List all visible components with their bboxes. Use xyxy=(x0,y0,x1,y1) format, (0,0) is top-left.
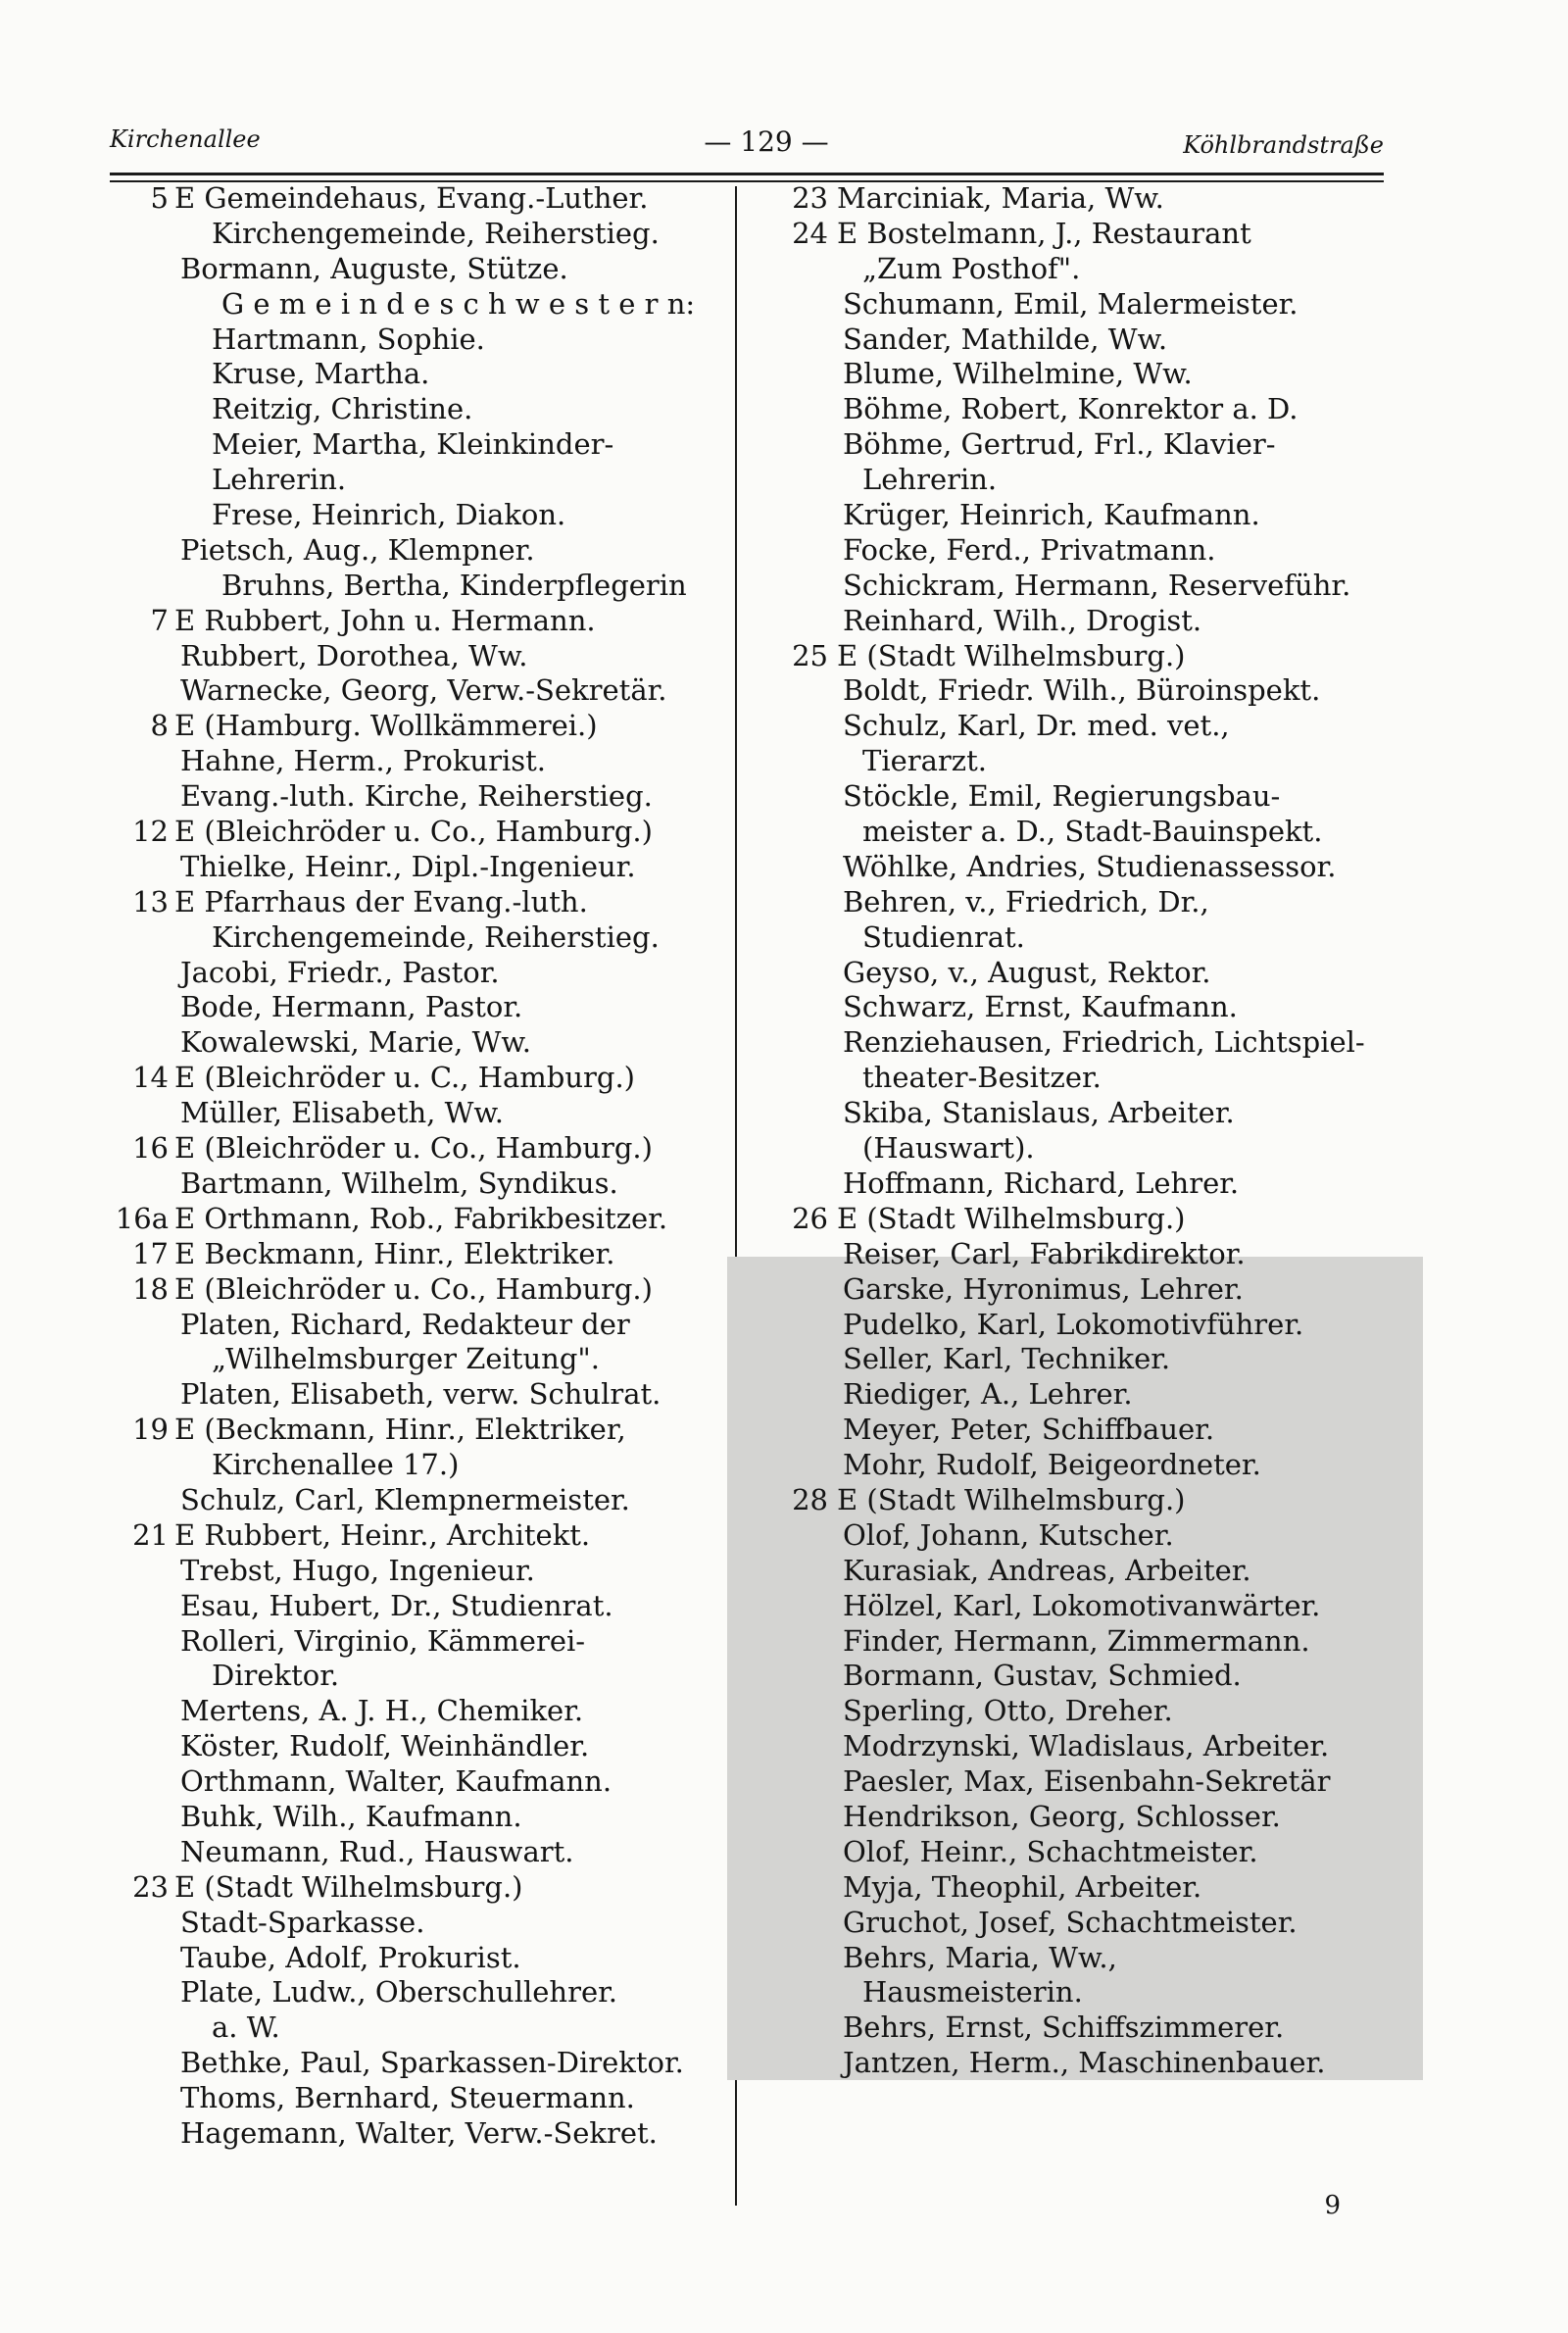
directory-entry xyxy=(774,357,1382,392)
directory-entry xyxy=(774,1377,1382,1413)
running-head-left: Kirchenallee xyxy=(110,125,261,153)
entry-text: E (Bleichröder u. Co., Hamburg.) xyxy=(174,1131,653,1166)
directory-entry xyxy=(774,1589,1382,1624)
directory-entry xyxy=(774,287,1382,323)
entry-text: Plate, Ludw., Oberschullehrer. xyxy=(180,1975,618,2010)
directory-entry xyxy=(774,498,1382,533)
entry-text: Buhk, Wilh., Kaufmann. xyxy=(180,1799,522,1833)
directory-entry xyxy=(110,1975,717,2010)
directory-entry xyxy=(110,1131,717,1166)
directory-entry xyxy=(774,920,1382,956)
directory-entry xyxy=(110,604,717,639)
directory-entry xyxy=(110,2081,717,2116)
directory-entry xyxy=(774,1764,1382,1800)
house-number: 14 xyxy=(132,1061,169,1095)
entry-text: Trebst, Hugo, Ingenieur. xyxy=(180,1553,535,1587)
directory-entry xyxy=(110,1377,717,1413)
entry-text: Reitzig, Christine. xyxy=(212,392,473,426)
entry-text: Schumann, Emil, Malermeister. xyxy=(843,286,1298,321)
directory-entry xyxy=(110,1659,717,1694)
entry-text: Köster, Rudolf, Weinhändler. xyxy=(180,1729,590,1763)
entry-text: E Orthmann, Rob., Fabrikbesitzer. xyxy=(174,1201,668,1235)
entry-text: Hartmann, Sophie. xyxy=(212,322,485,356)
directory-entry xyxy=(110,1518,717,1554)
directory-entry xyxy=(110,323,717,358)
entry-text: Bethke, Paul, Sparkassen-Direktor. xyxy=(180,2046,684,2080)
entry-text: E (Bleichröder u. C., Hamburg.) xyxy=(174,1061,635,1095)
directory-entry xyxy=(110,1166,717,1202)
directory-entry xyxy=(774,252,1382,287)
directory-entry xyxy=(110,533,717,569)
header-rule-top xyxy=(110,173,1384,175)
entry-text: E (Hamburg. Wollkämmerei.) xyxy=(174,709,598,743)
directory-entry xyxy=(774,1483,1382,1518)
entry-text: Boldt, Friedr. Wilh., Büroinspekt. xyxy=(843,673,1321,708)
entry-text: Behrs, Ernst, Schiffszimmerer. xyxy=(843,2010,1285,2045)
directory-entry xyxy=(774,639,1382,674)
house-number: 17 xyxy=(132,1236,169,1270)
entry-text: Modrzynski, Wladislaus, Arbeiter. xyxy=(843,1729,1330,1763)
directory-entry xyxy=(774,815,1382,850)
house-number: 28 xyxy=(792,1482,828,1516)
entry-text: Seller, Karl, Techniker. xyxy=(843,1342,1171,1376)
house-number: 25 xyxy=(792,638,828,672)
entry-text: Tierarzt. xyxy=(862,744,987,778)
page-number: — 129 — xyxy=(704,125,829,158)
directory-entry xyxy=(110,815,717,850)
directory-entry xyxy=(774,1448,1382,1483)
house-number: 16 xyxy=(132,1131,169,1166)
entry-text: Wöhlke, Andries, Studienassessor. xyxy=(843,849,1337,883)
entry-text: Hausmeisterin. xyxy=(862,1975,1083,2010)
directory-entry xyxy=(774,1131,1382,1166)
entry-text: Stöckle, Emil, Regierungsbau- xyxy=(843,779,1281,814)
directory-entry xyxy=(774,1554,1382,1589)
entry-text: Schickram, Hermann, Reserveführ. xyxy=(843,568,1351,602)
entry-text: Kurasiak, Andreas, Arbeiter. xyxy=(843,1553,1251,1587)
directory-entry xyxy=(110,357,717,392)
running-head-right: Köhlbrandstraße xyxy=(1183,131,1384,159)
entry-text: Kirchengemeinde, Reiherstieg. xyxy=(212,919,660,954)
entry-text: Warnecke, Georg, Verw.-Sekretär. xyxy=(180,673,667,708)
directory-entry xyxy=(110,1448,717,1483)
left-column xyxy=(110,181,717,2152)
house-number: 18 xyxy=(132,1271,169,1306)
entry-text: Meier, Martha, Kleinkinder- xyxy=(212,427,614,462)
entry-text: Schulz, Karl, Dr. med. vet., xyxy=(843,709,1230,743)
entry-text: E (Beckmann, Hinr., Elektriker, xyxy=(174,1413,626,1447)
directory-entry xyxy=(774,604,1382,639)
directory-entry xyxy=(110,287,717,323)
directory-entry xyxy=(110,1202,717,1237)
entry-text: E (Bleichröder u. Co., Hamburg.) xyxy=(174,815,653,849)
directory-entry xyxy=(774,1659,1382,1694)
house-number: 16a xyxy=(115,1201,169,1235)
directory-entry xyxy=(110,1413,717,1448)
entry-text: Focke, Ferd., Privatmann. xyxy=(843,532,1216,567)
directory-entry xyxy=(110,2046,717,2081)
entry-text: Jantzen, Herm., Maschinenbauer. xyxy=(843,2046,1326,2080)
entry-text: E (Stadt Wilhelmsburg.) xyxy=(837,638,1186,672)
page-header xyxy=(110,125,1384,165)
entry-text: Thielke, Heinr., Dipl.-Ingenieur. xyxy=(180,849,636,883)
entry-text: Geyso, v., August, Rektor. xyxy=(843,955,1211,989)
house-number: 13 xyxy=(132,884,169,918)
directory-entry xyxy=(774,1342,1382,1377)
entry-text: Reiser, Carl, Fabrikdirektor. xyxy=(843,1236,1246,1270)
directory-entry xyxy=(110,1096,717,1131)
directory-entry xyxy=(110,463,717,498)
entry-text: Bode, Hermann, Pastor. xyxy=(180,990,523,1024)
entry-text: Reinhard, Wilh., Drogist. xyxy=(843,603,1202,637)
entry-text: E (Stadt Wilhelmsburg.) xyxy=(837,1201,1186,1235)
directory-entry xyxy=(774,1906,1382,1941)
directory-entry xyxy=(110,920,717,956)
house-number: 23 xyxy=(132,1869,169,1904)
entry-text: Platen, Elisabeth, verw. Schulrat. xyxy=(180,1377,662,1412)
directory-entry xyxy=(110,1308,717,1343)
directory-entry xyxy=(110,956,717,991)
entry-text: meister a. D., Stadt-Bauinspekt. xyxy=(862,815,1323,849)
directory-entry xyxy=(774,1272,1382,1308)
entry-text: Mohr, Rudolf, Beigeordneter. xyxy=(843,1448,1261,1482)
directory-entry xyxy=(774,850,1382,885)
entry-text: E Gemeindehaus, Evang.-Luther. xyxy=(174,181,649,215)
entry-text: (Hauswart). xyxy=(862,1131,1035,1166)
entry-text: Finder, Hermann, Zimmermann. xyxy=(843,1623,1310,1658)
directory-entry xyxy=(110,1272,717,1308)
directory-entry xyxy=(774,1237,1382,1272)
directory-entry xyxy=(110,1906,717,1941)
entry-text: Renziehausen, Friedrich, Lichtspiel- xyxy=(843,1025,1365,1060)
entry-text: Bormann, Gustav, Schmied. xyxy=(843,1659,1242,1693)
house-number: 19 xyxy=(132,1413,169,1447)
entry-text: Mertens, A. J. H., Chemiker. xyxy=(180,1694,584,1728)
directory-entry xyxy=(110,1342,717,1377)
entry-text: Jacobi, Friedr., Pastor. xyxy=(180,955,500,989)
entry-text: Hölzel, Karl, Lokomotivanwärter. xyxy=(843,1588,1321,1622)
entry-text: E (Stadt Wilhelmsburg.) xyxy=(837,1482,1186,1516)
entry-text: Garske, Hyronimus, Lehrer. xyxy=(843,1271,1244,1306)
entry-text: Gruchot, Josef, Schachtmeister. xyxy=(843,1905,1298,1939)
entry-text: Platen, Richard, Redakteur der xyxy=(180,1307,630,1341)
entry-text: theater-Besitzer. xyxy=(862,1061,1102,1095)
directory-entry xyxy=(774,1835,1382,1870)
entry-text: Kowalewski, Marie, Ww. xyxy=(180,1025,532,1060)
entry-text: Lehrerin. xyxy=(212,463,347,497)
directory-entry xyxy=(110,709,717,744)
directory-entry xyxy=(774,569,1382,604)
directory-entry xyxy=(774,1096,1382,1131)
entry-text: Hahne, Herm., Prokurist. xyxy=(180,744,546,778)
entry-text: Evang.-luth. Kirche, Reiherstieg. xyxy=(180,779,653,814)
entry-text: Riediger, A., Lehrer. xyxy=(843,1377,1133,1412)
entry-text: Böhme, Robert, Konrektor a. D. xyxy=(843,392,1298,426)
house-number: 23 xyxy=(792,181,828,215)
entry-text: Schwarz, Ernst, Kaufmann. xyxy=(843,990,1238,1024)
signature-mark: 9 xyxy=(1324,2191,1341,2220)
directory-entry xyxy=(774,673,1382,709)
directory-entry xyxy=(110,885,717,920)
entry-text: Kirchenallee 17.) xyxy=(212,1448,460,1482)
entry-text: Olof, Johann, Kutscher. xyxy=(843,1517,1174,1552)
entry-text: Thoms, Bernhard, Steuermann. xyxy=(180,2081,635,2115)
directory-entry xyxy=(774,323,1382,358)
directory-entry xyxy=(774,392,1382,427)
entry-text: E Rubbert, John u. Hermann. xyxy=(174,603,596,637)
directory-entry xyxy=(774,1518,1382,1554)
entry-text: Meyer, Peter, Schiffbauer. xyxy=(843,1413,1215,1447)
entry-text: Lehrerin. xyxy=(862,463,998,497)
directory-entry xyxy=(110,779,717,815)
directory-entry xyxy=(774,709,1382,744)
directory-entry xyxy=(110,569,717,604)
house-number: 24 xyxy=(792,216,828,250)
directory-entry xyxy=(110,1554,717,1589)
entry-text: Stadt-Sparkasse. xyxy=(180,1905,425,1939)
entry-text: Bormann, Auguste, Stütze. xyxy=(180,251,568,285)
directory-entry xyxy=(110,1025,717,1061)
entry-text: Olof, Heinr., Schachtmeister. xyxy=(843,1834,1258,1868)
entry-text: Schulz, Carl, Klempnermeister. xyxy=(180,1482,630,1516)
entry-text: Bartmann, Wilhelm, Syndikus. xyxy=(180,1166,618,1200)
entry-text: Neumann, Rud., Hauswart. xyxy=(180,1834,574,1868)
directory-entry xyxy=(774,533,1382,569)
entry-text: Pudelko, Karl, Lokomotivführer. xyxy=(843,1307,1304,1341)
directory-entry xyxy=(110,1589,717,1624)
directory-entry xyxy=(110,1483,717,1518)
directory-entry xyxy=(774,1413,1382,1448)
entry-text: Rubbert, Dorothea, Ww. xyxy=(180,638,528,672)
directory-entry xyxy=(110,1694,717,1729)
directory-entry xyxy=(110,1729,717,1764)
entry-text: Hagemann, Walter, Verw.-Sekret. xyxy=(180,2115,658,2150)
house-number: 21 xyxy=(132,1517,169,1552)
entry-text: Orthmann, Walter, Kaufmann. xyxy=(180,1764,612,1799)
directory-entry xyxy=(774,181,1382,217)
entry-text: Rolleri, Virginio, Kämmerei- xyxy=(180,1623,586,1658)
entry-text: Taube, Adolf, Prokurist. xyxy=(180,1940,521,1974)
entry-text: Hoffmann, Richard, Lehrer. xyxy=(843,1166,1240,1200)
entry-text: E (Stadt Wilhelmsburg.) xyxy=(174,1869,523,1904)
house-number: 8 xyxy=(150,709,169,743)
entry-text: E Rubbert, Heinr., Architekt. xyxy=(174,1517,591,1552)
directory-entry xyxy=(110,1237,717,1272)
house-number: 5 xyxy=(150,181,169,215)
directory-entry xyxy=(110,850,717,885)
directory-entry xyxy=(110,1764,717,1800)
entry-text: Hendrikson, Georg, Schlosser. xyxy=(843,1799,1281,1833)
entry-text: E Pfarrhaus der Evang.-luth. xyxy=(174,884,588,918)
entry-text: Sander, Mathilde, Ww. xyxy=(843,322,1168,356)
directory-entry xyxy=(110,498,717,533)
directory-entry xyxy=(110,639,717,674)
directory-entry xyxy=(774,1061,1382,1096)
entry-text: Sperling, Otto, Dreher. xyxy=(843,1694,1173,1728)
directory-entry xyxy=(774,1800,1382,1835)
entry-text: Kruse, Martha. xyxy=(212,357,430,391)
entry-text: Myja, Theophil, Arbeiter. xyxy=(843,1869,1202,1904)
directory-entry xyxy=(110,1835,717,1870)
directory-entry xyxy=(110,427,717,463)
entry-text: Behrs, Maria, Ww., xyxy=(843,1940,1117,1974)
directory-entry xyxy=(774,1025,1382,1061)
directory-entry xyxy=(774,744,1382,779)
directory-entry xyxy=(110,744,717,779)
house-number: 26 xyxy=(792,1201,828,1235)
entry-text: G e m e i n d e s c h w e s t e r n: xyxy=(221,286,696,321)
entry-text: Böhme, Gertrud, Frl., Klavier- xyxy=(843,427,1276,462)
directory-entry xyxy=(110,1941,717,1976)
entry-text: Kirchengemeinde, Reiherstieg. xyxy=(212,216,660,250)
entry-text: Paesler, Max, Eisenbahn-Sekretär xyxy=(843,1764,1331,1799)
entry-text: E (Bleichröder u. Co., Hamburg.) xyxy=(174,1271,653,1306)
directory-entry xyxy=(774,1166,1382,1202)
directory-entry xyxy=(774,427,1382,463)
directory-entry xyxy=(774,1941,1382,1976)
directory-entry xyxy=(110,1624,717,1660)
directory-entry xyxy=(110,1870,717,1906)
directory-entry xyxy=(110,673,717,709)
directory-entry xyxy=(774,956,1382,991)
entry-text: Studienrat. xyxy=(862,919,1025,954)
directory-entry xyxy=(774,1308,1382,1343)
entry-text: Pietsch, Aug., Klempner. xyxy=(180,532,535,567)
directory-entry xyxy=(774,2046,1382,2081)
house-number: 7 xyxy=(150,603,169,637)
entry-text: „Zum Posthof". xyxy=(862,251,1081,285)
directory-entry xyxy=(774,1624,1382,1660)
directory-entry xyxy=(110,2010,717,2046)
directory-entry xyxy=(774,217,1382,252)
right-column xyxy=(774,181,1382,2081)
entry-text: Bruhns, Bertha, Kinderpflegerin xyxy=(221,568,687,602)
directory-entry xyxy=(774,990,1382,1025)
directory-entry xyxy=(774,2010,1382,2046)
entry-text: Blume, Wilhelmine, Ww. xyxy=(843,357,1193,391)
directory-entry xyxy=(110,990,717,1025)
entry-text: Esau, Hubert, Dr., Studienrat. xyxy=(180,1588,613,1622)
entry-text: Krüger, Heinrich, Kaufmann. xyxy=(843,498,1260,532)
entry-text: Skiba, Stanislaus, Arbeiter. xyxy=(843,1096,1235,1130)
entry-text: „Wilhelmsburger Zeitung". xyxy=(212,1342,600,1376)
directory-entry xyxy=(110,181,717,217)
directory-entry xyxy=(774,885,1382,920)
entry-text: E Bostelmann, J., Restaurant xyxy=(837,216,1251,250)
directory-entry xyxy=(774,1729,1382,1764)
directory-entry xyxy=(774,1975,1382,2010)
house-number: 12 xyxy=(132,815,169,849)
entry-text: Direktor. xyxy=(212,1659,340,1693)
entry-text: E Beckmann, Hinr., Elektriker. xyxy=(174,1236,615,1270)
entry-text: Frese, Heinrich, Diakon. xyxy=(212,498,566,532)
entry-text: Behren, v., Friedrich, Dr., xyxy=(843,884,1209,918)
directory-entry xyxy=(774,1870,1382,1906)
directory-entry xyxy=(774,463,1382,498)
directory-entry xyxy=(110,1061,717,1096)
directory-entry xyxy=(110,1800,717,1835)
directory-entry xyxy=(774,1694,1382,1729)
directory-entry xyxy=(774,1202,1382,1237)
directory-entry xyxy=(110,2116,717,2152)
entry-text: a. W. xyxy=(212,2010,280,2045)
directory-entry xyxy=(774,779,1382,815)
directory-entry xyxy=(110,252,717,287)
entry-text: Müller, Elisabeth, Ww. xyxy=(180,1096,504,1130)
directory-entry xyxy=(110,217,717,252)
directory-entry xyxy=(110,392,717,427)
entry-text: Marciniak, Maria, Ww. xyxy=(837,181,1164,215)
